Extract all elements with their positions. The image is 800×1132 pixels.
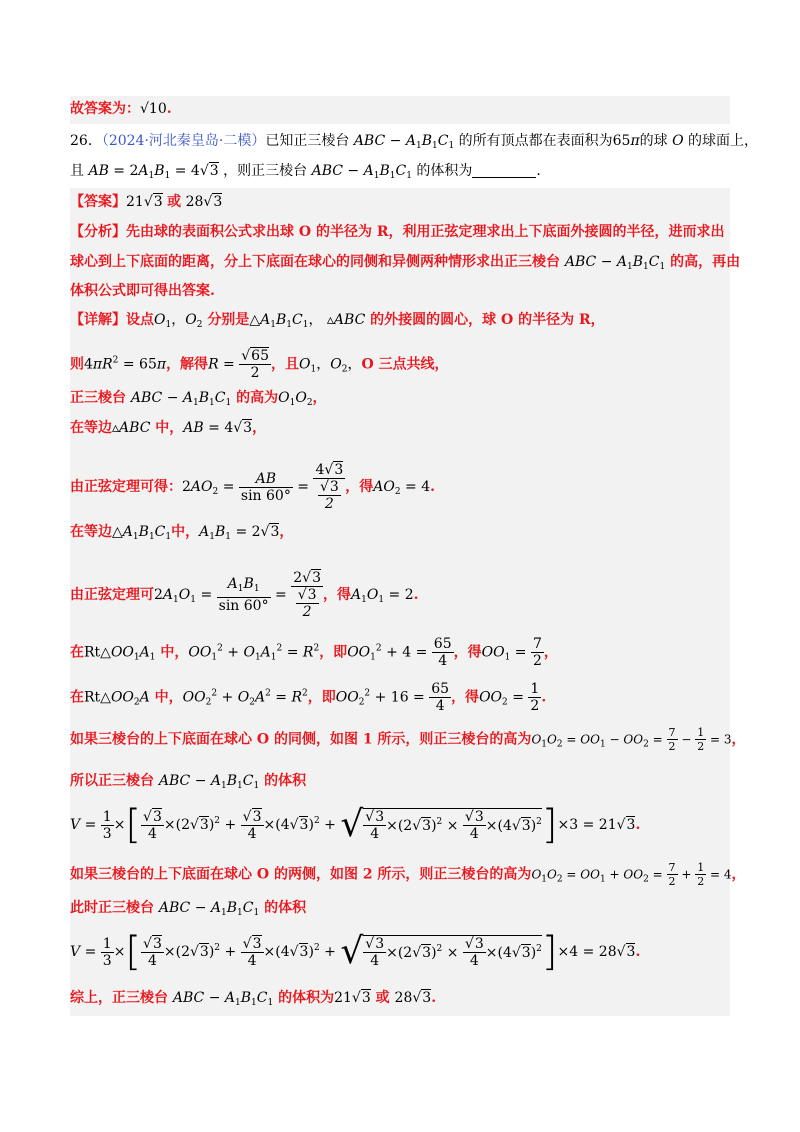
prev-answer-value: √10 — [140, 101, 167, 117]
detail-line-4: 在等边▵ABC 中，AB = 4√3， — [70, 420, 267, 436]
volume-formula-1: V = $\frac{1}{3}$ ×[ $\frac{√3}{4}$ $\times(2√3)^2$ + $\frac{√3}{4}$ $\times(4√3)^2$ + √ $\frac{√3}{4}$ $\times(2√3)^2$ × $\frac{√3}{4}$ $\times(4√3)^2]\times 3 = 21√3$. — [70, 802, 641, 848]
detail-line-3: 正三棱台 ABC − $A_1B_1C_1$ 的高为$O_1O_2$， — [70, 390, 327, 408]
detail-line-10: 如果三棱台的上下底面在球心 O 的同侧，如图 1 所示，则正三棱台的高为$O_1O_2 = OO_1 - OO_2$ = $\frac{7}{2}$ − $\frac{1}{2}$ = 3， — [70, 726, 746, 753]
answer-blank — [472, 163, 536, 178]
detail-conclusion: 综上，正三棱台 ABC − $A_1B_1C_1$ 的体积为21√3 或 28√3. — [70, 990, 437, 1008]
detail-line-6: 在等边$\triangle A_1B_1C_1$中，$A_1B_1 = 2√3$， — [70, 524, 294, 542]
analysis-line-1: 【分析】先由球的表面积公式求出球 O 的半径为 R，利用正弦定理求出上下底面外接圆的半径，进而求出 — [70, 224, 725, 240]
detail-line-7: 由正弦定理可$2A_1O_1$ = $\frac{A_1B_1}{\sin 60^\circ}$ = $\frac{2√3}{\frac{√3}{2}}$ ，得$A_1O_1 = 2$. — [70, 570, 419, 620]
question-source-tag: （2024·河北秦皇岛·二模） — [101, 133, 266, 149]
volume-formula-2: V = $\frac{1}{3}$ ×[ $\frac{√3}{4}$ $\times(2√3)^2$ + $\frac{√3}{4}$ $\times(4√3)^2$ + √ $\frac{√3}{4}$ $\times(2√3)^2$ × $\frac{√3}{4}$ $\times(4√3)^2]\times 4 = 28√3$. — [70, 929, 641, 975]
question-line-2: 且 AB = $2A_1B_1 = 4√3$ ，则正三棱台 ABC − $A_1B_1C_1$ 的体积为 . — [70, 163, 541, 181]
answer-line: 【答案】21√3 或 28√3 — [70, 194, 223, 210]
prev-answer-line: 故答案为：√10. — [70, 101, 172, 117]
question-line-1: 26．（2024·河北秦皇岛·二模）已知正三棱台 ABC − $A_1B_1C_1$ 的所有顶点都在表面积为65π的球 O 的球面上， — [70, 133, 759, 151]
detail-line-9: 在$Rt\triangle OO_2A$ 中，$OO_2^2 + O_2A^2 = R^2$，即$OO_2^2 + 16$ = $\frac{65}{4}$ ，得$OO_2$ = $\frac{1}{2}$ . — [70, 681, 547, 714]
detail-line-13: 如果三棱台的上下底面在球心 O 的两侧，如图 2 所示，则正三棱台的高为$O_1O_2 = OO_1 + OO_2$ = $\frac{7}{2}$ + $\frac{1}{2}$ = 4， — [70, 861, 746, 888]
detail-line-14: 此时正三棱台 ABC − $A_1B_1C_1$ 的体积 — [70, 900, 307, 918]
detail-line-8: 在$Rt\triangle OO_1A_1$ 中，$OO_1^2 + O_1A_1^2 = R^2$，即$OO_1^2 + 4$ = $\frac{65}{4}$ ，得$OO_1$ = $\frac{7}{2}$ ， — [70, 636, 558, 669]
analysis-line-3: 体积公式即可得出答案. — [70, 283, 215, 299]
analysis-line-2: 球心到上下底面的距离，分上下底面在球心的同侧和异侧两种情形求出正三棱台 ABC − $A_1B_1C_1$ 的高，再由 — [70, 254, 741, 272]
detail-line-5: 由正弦定理可得：$2AO_2$ = $\frac{AB}{\sin 60^\circ}$ = $\frac{4√3}{\frac{√3}{2}}$ ，得$AO_2 = 4$. — [70, 462, 435, 512]
detail-line-2: 则$4\pi R^2 = 65\pi$，解得R = $\frac{√65}{2}$ ，且$O_1$，$O_2$，O 三点共线， — [70, 348, 449, 381]
detail-line-1: 【详解】设点$O_1$，$O_2$ 分别是$\triangle A_1B_1C_1$， ▵ABC 的外接圆的圆心，球 O 的半径为 R， — [70, 312, 605, 330]
detail-line-11: 所以正三棱台 ABC − $A_1B_1C_1$ 的体积 — [70, 773, 307, 791]
